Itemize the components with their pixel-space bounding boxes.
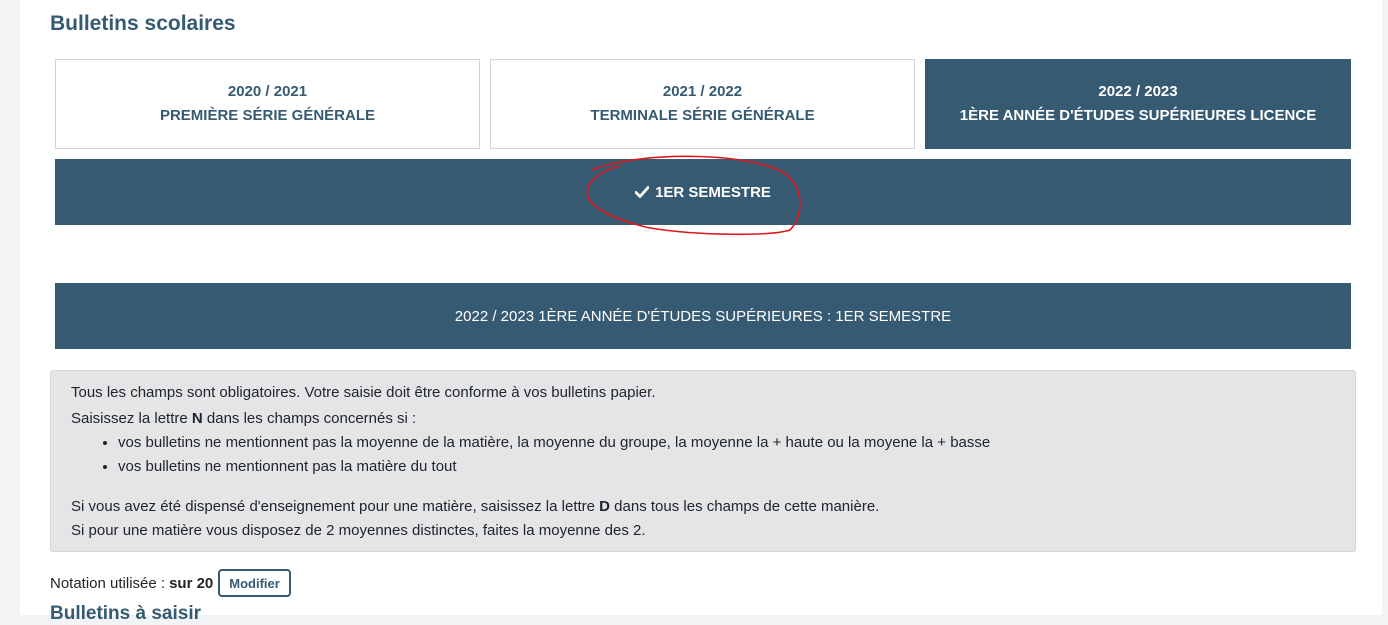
bulletins-a-saisir-heading: Bulletins à saisir <box>50 603 202 624</box>
year-tab-year: 2021 / 2022 <box>662 83 743 100</box>
info-box <box>50 370 1356 552</box>
info-line: Tous les champs sont obligatoires. Votre saisie doit être conforme à vos bulletins papier. <box>71 384 656 401</box>
year-tab-level: PREMIÈRE SÉRIE GÉNÉRALE <box>159 107 376 124</box>
info-line: Si pour une matière vous disposez de 2 moyennes distinctes, faites la moyenne des 2. <box>71 522 646 539</box>
section-banner <box>55 283 1351 349</box>
year-tab-2021-2022[interactable] <box>490 59 915 149</box>
letter-n: N <box>191 410 203 427</box>
semester-label: 1ER SEMESTRE <box>655 183 771 201</box>
semester-tab-1er-semestre[interactable] <box>55 159 1351 225</box>
notation-label: Notation utilisée : <box>50 574 166 592</box>
page-title: Bulletins scolaires <box>50 12 236 35</box>
year-tab-2020-2021[interactable] <box>55 59 480 149</box>
main-content <box>20 0 1382 624</box>
year-tab-2022-2023[interactable] <box>925 59 1351 149</box>
info-line: Saisissez la lettre N dans les champs concernés si : <box>71 410 417 427</box>
section-title: 2022 / 2023 1ÈRE ANNÉE D'ÉTUDES SUPÉRIEURES : 1ER SEMESTRE <box>454 307 952 325</box>
year-tab-year: 2022 / 2023 <box>1098 83 1178 100</box>
info-bullet: • vos bulletins ne mentionnent pas la moyenne de la matière, la moyenne du groupe, la moyenne la + haute ou la moyene la + basse <box>118 431 1335 455</box>
info-line: Si vous avez été dispensé d'enseignement pour une matière, saisissez la lettre D dans tous les champs de cette manière. <box>71 498 880 515</box>
notation-value: sur 20 <box>169 574 214 592</box>
notation-row <box>50 569 291 597</box>
year-tab-level: TERMINALE SÉRIE GÉNÉRALE <box>590 107 815 124</box>
year-tab-level: 1ÈRE ANNÉE D'ÉTUDES SUPÉRIEURES LICENCE <box>959 107 1317 124</box>
letter-d: D <box>599 498 611 515</box>
info-bullet: • vos bulletins ne mentionnent pas la matière du tout <box>118 455 1335 479</box>
modifier-button[interactable]: Modifier <box>218 569 291 597</box>
info-bullet-list <box>71 431 1335 479</box>
check-icon <box>635 186 649 198</box>
year-tab-year: 2020 / 2021 <box>227 83 308 100</box>
